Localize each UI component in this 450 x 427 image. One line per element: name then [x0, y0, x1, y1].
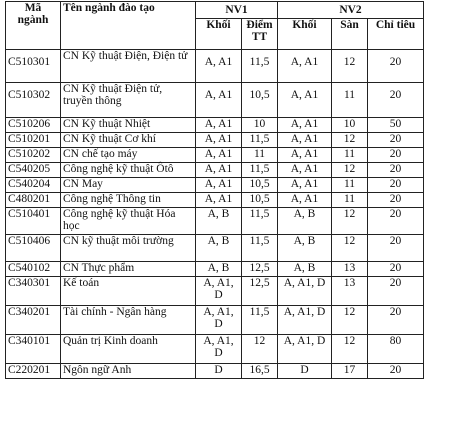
row-quota: 20 [368, 163, 424, 178]
row-quota: 50 [368, 118, 424, 133]
row-code: C510302 [6, 83, 61, 118]
row-block1: A, B [196, 262, 242, 277]
row-name: Tài chính - Ngân hàng [61, 306, 196, 335]
header-code: Mã ngành [6, 2, 61, 50]
table-row [6, 262, 424, 277]
row-floor: 13 [332, 262, 368, 277]
row-score: 12,5 [242, 262, 278, 277]
table-row [6, 118, 424, 133]
row-quota: 20 [368, 235, 424, 262]
row-quota: 20 [368, 83, 424, 118]
header-nv1-score: Điểm TT [242, 19, 278, 50]
row-score: 12 [242, 335, 278, 364]
row-code: C540204 [6, 178, 61, 193]
row-code: C340101 [6, 335, 61, 364]
header-nv2: NV2 [278, 2, 424, 19]
row-block2: A, A1 [278, 163, 332, 178]
row-floor: 12 [332, 50, 368, 83]
row-quota: 20 [368, 50, 424, 83]
row-block2: A, A1 [278, 178, 332, 193]
row-code: C540205 [6, 163, 61, 178]
row-quota: 20 [368, 208, 424, 235]
row-score: 11,5 [242, 208, 278, 235]
row-block2: A, A1, D [278, 335, 332, 364]
row-code: C510206 [6, 118, 61, 133]
row-block2: A, A1, D [278, 306, 332, 335]
row-floor: 13 [332, 277, 368, 306]
row-floor: 12 [332, 235, 368, 262]
row-code: C340201 [6, 306, 61, 335]
table-row [6, 364, 424, 379]
row-floor: 12 [332, 208, 368, 235]
row-name: Kế toán [61, 277, 196, 306]
row-block1: A, A1, D [196, 277, 242, 306]
row-block2: A, B [278, 235, 332, 262]
row-score: 10,5 [242, 193, 278, 208]
table-row [6, 163, 424, 178]
table-row [6, 50, 424, 83]
row-code: C510202 [6, 148, 61, 163]
row-block2: A, B [278, 262, 332, 277]
row-score: 16,5 [242, 364, 278, 379]
table-row [6, 335, 424, 364]
row-floor: 11 [332, 83, 368, 118]
row-floor: 11 [332, 148, 368, 163]
table-row [6, 133, 424, 148]
header-nv2-quota: Chỉ tiêu [368, 19, 424, 50]
row-quota: 20 [368, 193, 424, 208]
row-block1: A, A1 [196, 83, 242, 118]
row-block2: A, A1 [278, 193, 332, 208]
row-name: CN Thực phẩm [61, 262, 196, 277]
table-row [6, 193, 424, 208]
table-row [6, 277, 424, 306]
row-block2: A, A1, D [278, 277, 332, 306]
header-nv2-floor: Sàn [332, 19, 368, 50]
row-code: C220201 [6, 364, 61, 379]
row-score: 11,5 [242, 306, 278, 335]
row-floor: 11 [332, 193, 368, 208]
table-row [6, 235, 424, 262]
row-name: CN Kỹ thuật Điện, Điện tử [61, 50, 196, 83]
row-block1: A, B [196, 235, 242, 262]
header-name: Tên ngành đào tạo [61, 2, 196, 50]
row-block1: A, A1 [196, 50, 242, 83]
row-block1: A, A1 [196, 193, 242, 208]
table-row [6, 178, 424, 193]
row-quota: 20 [368, 262, 424, 277]
row-block1: A, A1 [196, 133, 242, 148]
row-code: C480201 [6, 193, 61, 208]
row-code: C340301 [6, 277, 61, 306]
row-code: C510401 [6, 208, 61, 235]
row-score: 10 [242, 118, 278, 133]
row-score: 10,5 [242, 178, 278, 193]
table-row [6, 83, 424, 118]
row-quota: 20 [368, 178, 424, 193]
row-quota: 20 [368, 277, 424, 306]
row-score: 11 [242, 148, 278, 163]
row-name: Công nghệ kỹ thuật Hóa học [61, 208, 196, 235]
row-code: C540102 [6, 262, 61, 277]
row-quota: 80 [368, 335, 424, 364]
row-name: CN Kỹ thuật Cơ khí [61, 133, 196, 148]
row-block2: A, A1 [278, 133, 332, 148]
row-name: Ngôn ngữ Anh [61, 364, 196, 379]
row-floor: 12 [332, 306, 368, 335]
row-quota: 20 [368, 133, 424, 148]
row-floor: 17 [332, 364, 368, 379]
header-nv1: NV1 [196, 2, 278, 19]
row-block2: D [278, 364, 332, 379]
row-floor: 12 [332, 335, 368, 364]
row-block1: A, B [196, 208, 242, 235]
admissions-table [5, 1, 424, 379]
row-name: CN chế tạo máy [61, 148, 196, 163]
table-row [6, 208, 424, 235]
row-quota: 20 [368, 148, 424, 163]
row-block1: A, A1, D [196, 335, 242, 364]
row-block1: A, A1, D [196, 306, 242, 335]
row-floor: 12 [332, 133, 368, 148]
row-name: CN kỹ thuật môi trường [61, 235, 196, 262]
row-code: C510301 [6, 50, 61, 83]
row-name: CN Kỹ thuật Nhiệt [61, 118, 196, 133]
row-block2: A, A1 [278, 83, 332, 118]
row-floor: 11 [332, 178, 368, 193]
row-block1: A, A1 [196, 148, 242, 163]
row-name: CN May [61, 178, 196, 193]
row-block1: A, A1 [196, 178, 242, 193]
row-code: C510406 [6, 235, 61, 262]
row-block2: A, A1 [278, 118, 332, 133]
row-floor: 10 [332, 118, 368, 133]
row-score: 11,5 [242, 133, 278, 148]
row-block1: A, A1 [196, 118, 242, 133]
row-score: 11,5 [242, 163, 278, 178]
table-row [6, 306, 424, 335]
row-name: Quản trị Kinh doanh [61, 335, 196, 364]
row-score: 11,5 [242, 235, 278, 262]
header-nv2-block: Khối [278, 19, 332, 50]
row-name: Công nghệ kỹ thuật Ôtô [61, 163, 196, 178]
row-name: Công nghệ Thông tin [61, 193, 196, 208]
row-score: 12,5 [242, 277, 278, 306]
row-floor: 12 [332, 163, 368, 178]
row-block1: D [196, 364, 242, 379]
row-block2: A, B [278, 208, 332, 235]
row-block2: A, A1 [278, 50, 332, 83]
row-quota: 20 [368, 306, 424, 335]
header-nv1-block: Khối [196, 19, 242, 50]
row-code: C510201 [6, 133, 61, 148]
table-row [6, 148, 424, 163]
row-score: 11,5 [242, 50, 278, 83]
row-block2: A, A1 [278, 148, 332, 163]
row-name: CN Kỹ thuật Điện tử, truyền thông [61, 83, 196, 118]
row-quota: 20 [368, 364, 424, 379]
row-score: 10,5 [242, 83, 278, 118]
row-block1: A, A1 [196, 163, 242, 178]
